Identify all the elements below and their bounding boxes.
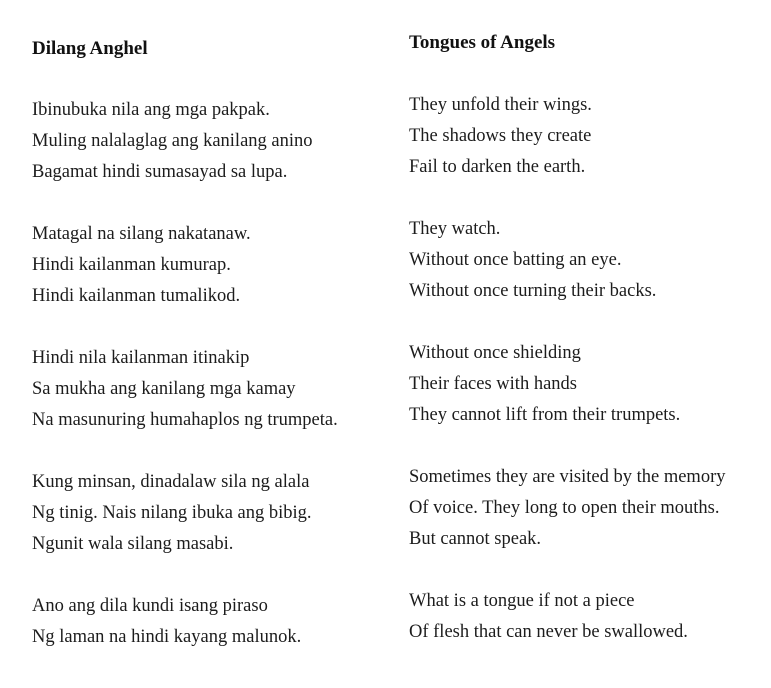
poem-line: Without once batting an eye. bbox=[409, 250, 622, 270]
poem-line: Ngunit wala silang masabi. bbox=[32, 534, 234, 554]
poem-line: Their faces with hands bbox=[409, 374, 577, 394]
poem-line: They cannot lift from their trumpets. bbox=[409, 405, 681, 425]
poem-line: Muling nalalaglag ang kanilang anino bbox=[32, 131, 313, 151]
poem-title: Tongues of Angels bbox=[409, 32, 556, 53]
poem-line: The shadows they create bbox=[409, 126, 592, 146]
poem-line: Without once shielding bbox=[409, 343, 581, 363]
poem-line: Sometimes they are visited by the memory bbox=[409, 467, 726, 487]
poem-line: Hindi kailanman tumalikod. bbox=[32, 286, 241, 306]
poem-line: Hindi kailanman kumurap. bbox=[32, 255, 231, 275]
poem-line: Ano ang dila kundi isang piraso bbox=[32, 596, 268, 616]
poem-line: Ibinubuka nila ang mga pakpak. bbox=[32, 100, 270, 120]
poem-line: But cannot speak. bbox=[409, 529, 542, 549]
poem-line: Matagal na silang nakatanaw. bbox=[32, 224, 251, 244]
poem-line: Ng laman na hindi kayang malunok. bbox=[32, 627, 302, 647]
poem-line: Of flesh that can never be swallowed. bbox=[409, 622, 688, 642]
poem-line: Without once turning their backs. bbox=[409, 281, 657, 301]
poem-line: Hindi nila kailanman itinakip bbox=[32, 348, 250, 368]
poem-line: Bagamat hindi sumasayad sa lupa. bbox=[32, 162, 288, 182]
poem-line: Ng tinig. Nais nilang ibuka ang bibig. bbox=[32, 503, 312, 523]
poem-title: Dilang Anghel bbox=[32, 38, 148, 59]
poem-line: Na masunuring humahaplos ng trumpeta. bbox=[32, 410, 338, 430]
poem-line: Kung minsan, dinadalaw sila ng alala bbox=[32, 472, 310, 492]
poem-line: They unfold their wings. bbox=[409, 95, 592, 115]
poem-line: Of voice. They long to open their mouths. bbox=[409, 498, 720, 518]
poem-line: They watch. bbox=[409, 219, 501, 239]
poem-line: Fail to darken the earth. bbox=[409, 157, 586, 177]
poem-line: What is a tongue if not a piece bbox=[409, 591, 635, 611]
poem-line: Sa mukha ang kanilang mga kamay bbox=[32, 379, 296, 399]
